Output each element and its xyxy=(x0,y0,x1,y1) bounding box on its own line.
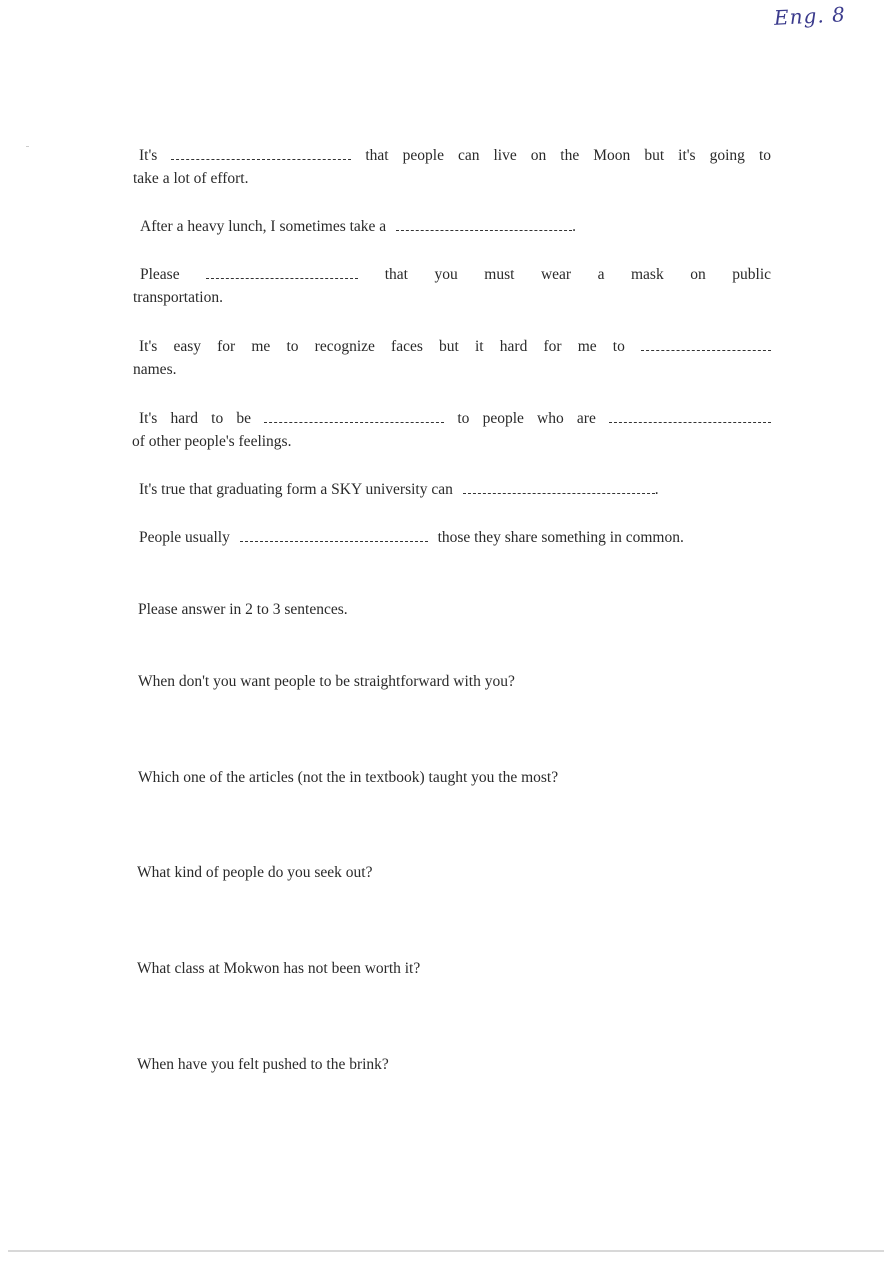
item-5-blank-2[interactable] xyxy=(609,410,771,423)
item-6-text-after: . xyxy=(654,481,659,498)
fill-in-item-1 xyxy=(139,144,771,167)
item-5-continuation: of other people's feelings. xyxy=(132,433,292,450)
item-6-text-before: It's true that graduating form a SKY university can xyxy=(139,481,453,498)
item-6-blank[interactable] xyxy=(463,481,655,494)
instructions: Please answer in 2 to 3 sentences. xyxy=(138,601,348,618)
fill-in-item-7 xyxy=(139,526,684,549)
fill-in-item-5 xyxy=(139,407,771,430)
item-3-blank[interactable] xyxy=(206,266,358,279)
fill-in-item-2 xyxy=(140,215,576,238)
item-7-text-before: People usually xyxy=(139,529,230,546)
question-5: When have you felt pushed to the brink? xyxy=(137,1056,389,1073)
item-7-text-after: those they share something in common. xyxy=(437,529,684,546)
item-4-text-before: It's easy for me to recognize faces but it hard for me to xyxy=(139,338,625,355)
scan-speck xyxy=(26,146,29,147)
item-1-continuation: take a lot of effort. xyxy=(133,170,249,187)
item-5-blank-1[interactable] xyxy=(264,410,444,423)
question-3: What kind of people do you seek out? xyxy=(137,864,373,881)
question-2: Which one of the articles (not the in textbook) taught you the most? xyxy=(138,769,559,786)
item-2-text-after: . xyxy=(572,218,576,235)
fill-in-item-3 xyxy=(140,263,771,286)
fill-in-item-6 xyxy=(139,478,659,501)
scan-edge-line xyxy=(8,1250,884,1252)
item-2-blank[interactable] xyxy=(396,218,572,231)
item-3-text-after: that you must wear a mask on public xyxy=(384,266,772,283)
handwritten-page-label: Eng. 8 xyxy=(773,2,847,30)
item-4-blank[interactable] xyxy=(641,338,771,351)
item-2-text-before: After a heavy lunch, I sometimes take a xyxy=(140,218,387,235)
item-5-text-before: It's hard to be xyxy=(139,410,252,427)
item-4-continuation: names. xyxy=(133,361,177,378)
item-1-text-after: that people can live on the Moon but it's going to xyxy=(365,147,772,164)
item-7-blank[interactable] xyxy=(240,529,428,542)
item-1-text-before: It's xyxy=(139,147,158,164)
item-5-text-middle: to people who are xyxy=(457,410,596,427)
item-1-blank[interactable] xyxy=(171,147,351,160)
question-1: When don't you want people to be straightforward with you? xyxy=(138,673,515,690)
item-3-text-before: Please xyxy=(140,266,180,283)
question-4: What class at Mokwon has not been worth it? xyxy=(137,960,421,977)
fill-in-item-4 xyxy=(139,335,771,358)
item-3-continuation: transportation. xyxy=(133,289,223,306)
